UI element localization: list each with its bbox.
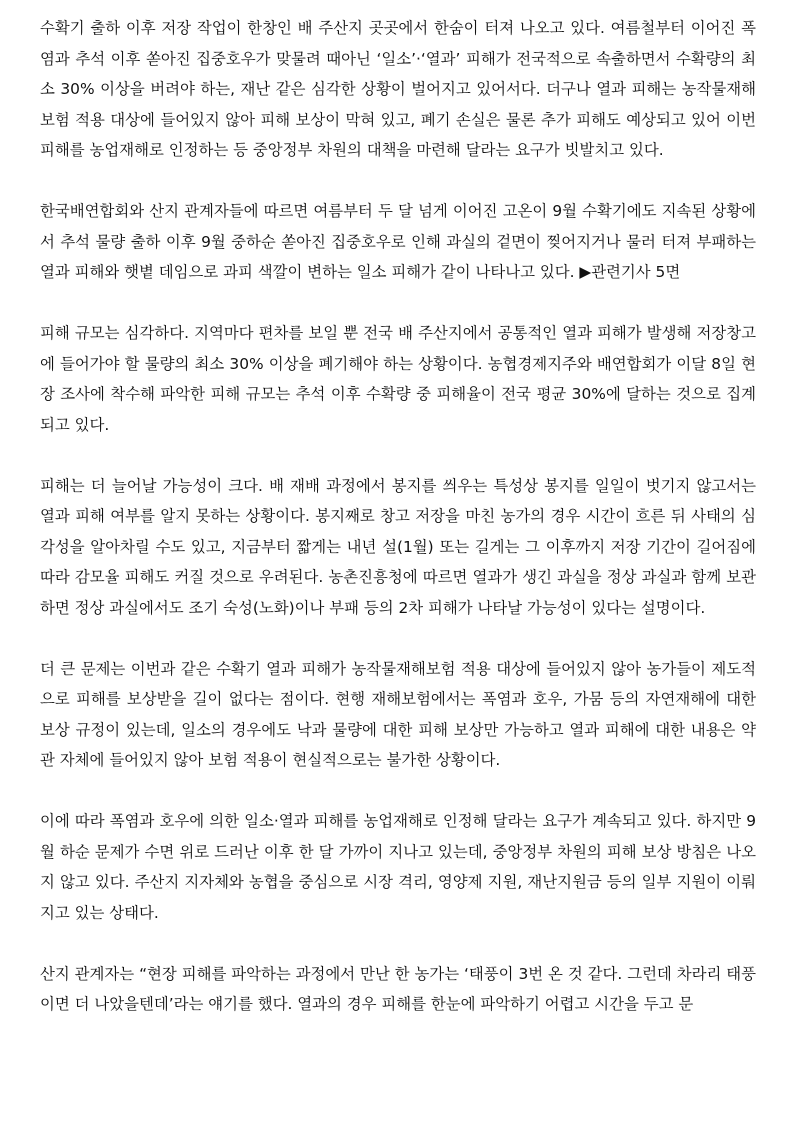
article-paragraph-1: 수확기 출하 이후 저장 작업이 한창인 배 주산지 곳곳에서 한숨이 터져 나오고 있다. 여름철부터 이어진 폭염과 추석 이후 쏟아진 집중호우가 맞물려 때아닌 ‘일소’·‘열과’ 피해가 전국적으로 속출하면서 수확량의 최소 30% 이상을 버려야 하는, 재난 같은 심각한 상황이 벌어지고 있어서다. 더구나 열과 피해는 농작물재해보험 적용 대상에 들어있지 않아 피해 보상이 막혀 있고, 폐기 손실은 물론 추가 피해도 예상되고 있어 이번 피해를 농업재해로 인정하는 등 중앙정부 차원의 대책을 마련해 달라는 요구가 빗발치고 있다. bbox=[40, 19, 756, 159]
article-paragraph-4: 피해는 더 늘어날 가능성이 크다. 배 재배 과정에서 봉지를 씌우는 특성상 봉지를 일일이 벗기지 않고서는 열과 피해 여부를 알지 못하는 상황이다. 봉지째로 창고 저장을 마친 농가의 경우 시간이 흐른 뒤 사태의 심각성을 알아차릴 수도 있고, 지금부터 짧게는 내년 설(1월) 또는 길게는 그 이후까지 저장 기간이 길어짐에 따라 감모율 피해도 커질 것으로 우려된다. 농촌진흥청에 따르면 열과가 생긴 과실을 정상 과실과 함께 보관하면 정상 과실에서도 조기 숙성(노화)이나 부패 등의 2차 피해가 나타날 가능성이 있다는 설명이다. bbox=[40, 476, 756, 617]
article-paragraph-6: 이에 따라 폭염과 호우에 의한 일소·열과 피해를 농업재해로 인정해 달라는 요구가 계속되고 있다. 하지만 9월 하순 문제가 수면 위로 드러난 이후 한 달 가까이 지나고 있는데, 중앙정부 차원의 피해 보상 방침은 나오지 않고 있다. 주산지 지자체와 농협을 중심으로 시장 격리, 영양제 지원, 재난지원금 등의 일부 지원이 이뤄지고 있는 상태다. bbox=[40, 812, 756, 922]
article-paragraph-7: 산지 관계자는 “현장 피해를 파악하는 과정에서 만난 한 농가는 ‘태풍이 3번 온 것 같다. 그런데 차라리 태풍이면 더 나았을텐데’라는 얘기를 했다. 열과의 경우 피해를 한눈에 파악하기 어렵고 시간을 두고 문 bbox=[40, 964, 756, 1013]
news-article-body bbox=[40, 13, 756, 1020]
article-paragraph-3: 피해 규모는 심각하다. 지역마다 편차를 보일 뿐 전국 배 주산지에서 공통적인 열과 피해가 발생해 저장창고에 들어가야 할 물량의 최소 30% 이상을 폐기해야 하는 상황이다. 농협경제지주와 배연합회가 이달 8일 현장 조사에 착수해 파악한 피해 규모는 추석 이후 수확량 중 피해율이 전국 평균 30%에 달하는 것으로 집계되고 있다. bbox=[40, 324, 756, 434]
article-paragraph-2: 한국배연합회와 산지 관계자들에 따르면 여름부터 두 달 넘게 이어진 고온이 9월 수확기에도 지속된 상황에서 추석 물량 출하 이후 9월 중하순 쏟아진 집중호우로 인해 과실의 겉면이 찢어지거나 물러 터져 부패하는 열과 피해와 햇볕 데임으로 과피 색깔이 변하는 일소 피해가 같이 나타나고 있다. ▶관련기사 5면 bbox=[40, 202, 756, 281]
article-paragraph-5: 더 큰 문제는 이번과 같은 수확기 열과 피해가 농작물재해보험 적용 대상에 들어있지 않아 농가들이 제도적으로 피해를 보상받을 길이 없다는 점이다. 현행 재해보험에서는 폭염과 호우, 가뭄 등의 자연재해에 대한 보상 규정이 있는데, 일소의 경우에도 낙과 물량에 대한 피해 보상만 가능하고 열과 피해에 대한 내용은 약관 자체에 들어있지 않아 보험 적용이 현실적으로는 불가한 상황이다. bbox=[40, 659, 757, 769]
